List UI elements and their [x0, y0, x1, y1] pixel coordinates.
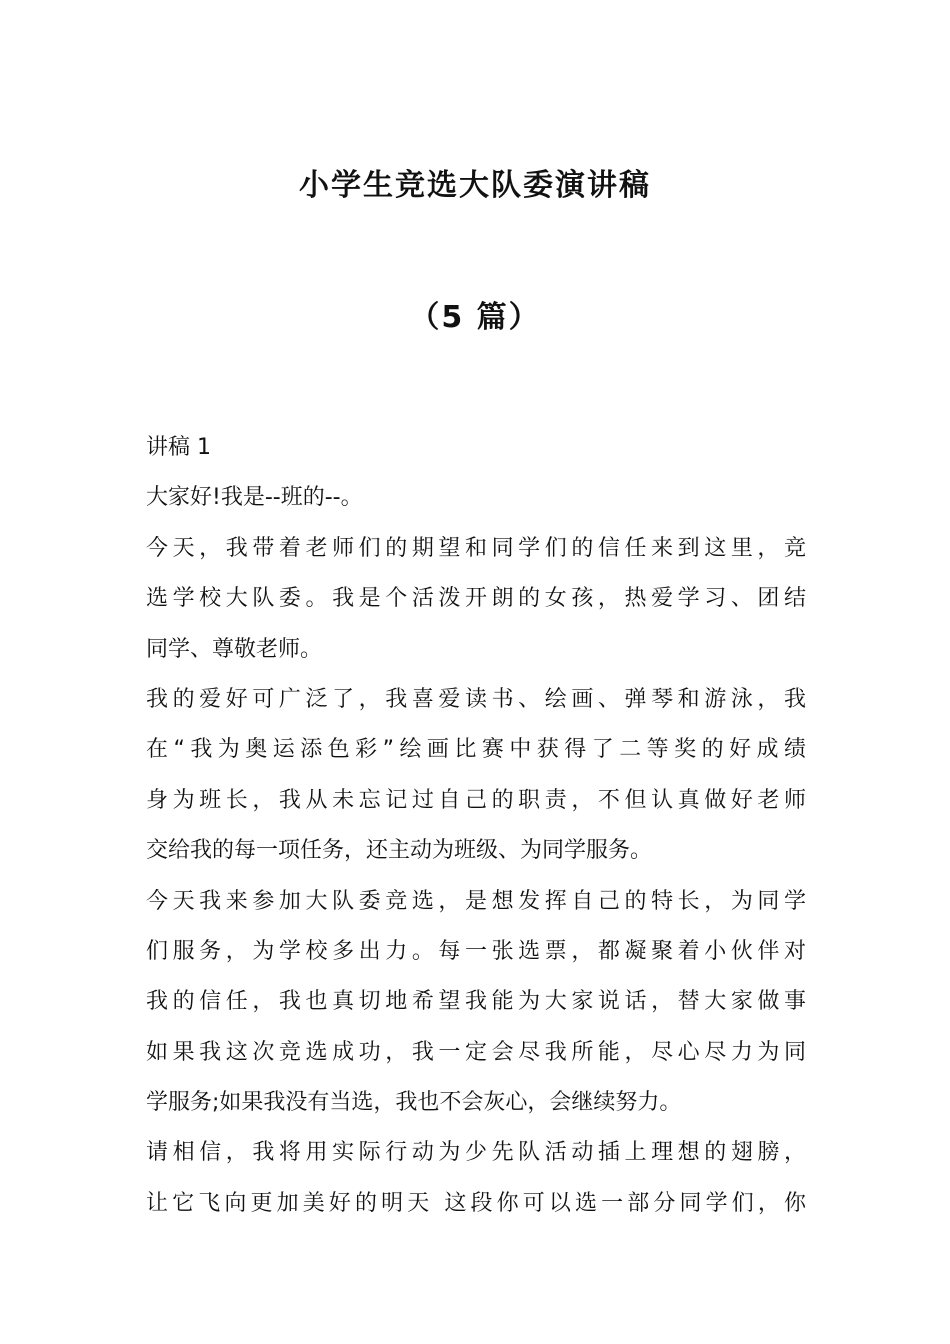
document-body: [146, 428, 806, 1234]
paragraph-line: 选学校大队委。我是个活泼开朗的女孩，热爱学习、团结: [146, 586, 806, 612]
paragraph-line: 今天，我带着老师们的期望和同学们的信任来到这里，竞: [146, 535, 806, 561]
paragraph-line: 大家好!我是--班的--。: [146, 485, 363, 511]
paragraph-line: 身为班长，我从未忘记过自己的职责，不但认真做好老师: [146, 787, 806, 813]
paragraph-line: 我的爱好可广泛了，我喜爱读书、绘画、弹琴和游泳，我: [146, 686, 806, 712]
paragraph-line: 如果我这次竞选成功，我一定会尽我所能，尽心尽力为同: [146, 1039, 806, 1065]
paragraph-line: 同学、尊敬老师。: [146, 636, 323, 662]
paragraph-line: 学服务;如果我没有当选，我也不会灰心，会继续努力。: [146, 1090, 682, 1116]
paragraph-line: 们服务，为学校多出力。每一张选票，都凝聚着小伙伴对: [146, 938, 806, 964]
paragraph-line: 在“我为奥运添色彩”绘画比赛中获得了二等奖的好成绩: [146, 737, 806, 763]
paragraph-line: 我的信任，我也真切地希望我能为大家说话，替大家做事: [146, 989, 806, 1015]
paragraph-line: 今天我来参加大队委竞选，是想发挥自己的特长，为同学: [146, 888, 806, 914]
paragraph-line: 让它飞向更加美好的明天 这段你可以选一部分同学们，你: [146, 1190, 806, 1216]
document-subtitle: （5 篇）: [409, 300, 541, 335]
paragraph-line: 请相信，我将用实际行动为少先队活动插上理想的翅膀，: [146, 1140, 806, 1166]
paragraph-line: 交给我的每一项任务，还主动为班级、为同学服务。: [146, 838, 653, 864]
document-title: 小学生竞选大队委演讲稿: [299, 168, 651, 203]
section-heading: 讲稿 1: [146, 435, 211, 460]
